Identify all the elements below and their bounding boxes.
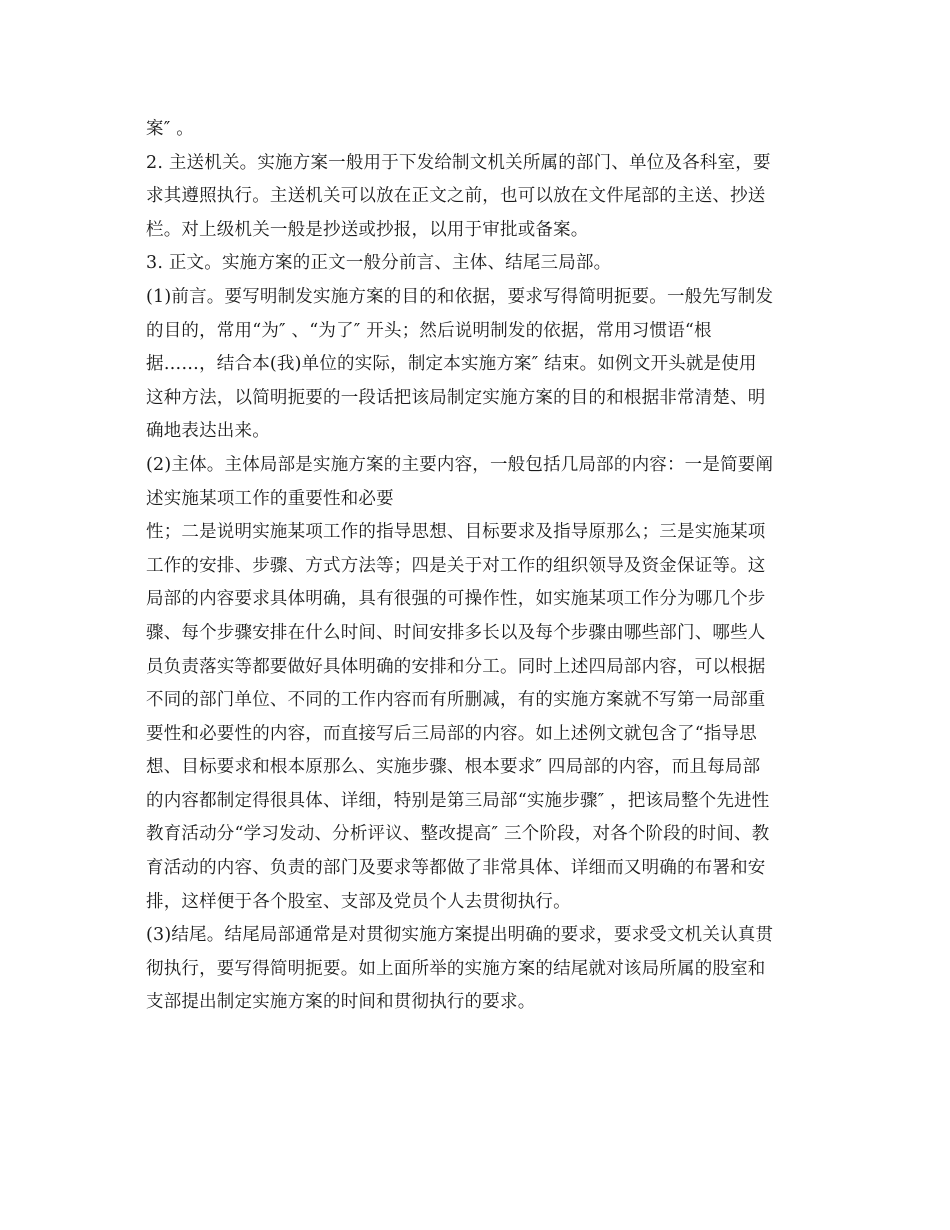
text-line-7: 的目的，常用“为″ 、“为了″ 开头；然后说明制发的依据，常用习惯语“根: [146, 320, 712, 341]
text-line-2: 2. 主送机关。实施方案一般用于下发给制文机关所属的部门、单位及各科室，要: [146, 152, 771, 173]
text-line-25: (3)结尾。结尾局部通常是对贯彻实施方案提出明确的要求，要求受文机关认真贯: [146, 925, 774, 946]
text-line-9: 这种方法，以简明扼要的一段话把该局制定实施方案的目的和根据非常清楚、明: [146, 387, 766, 408]
text-line-22: 教育活动分“学习发动、分析评议、整改提高″ 三个阶段，对各个阶段的时间、教: [146, 824, 770, 845]
text-line-6: (1)前言。要写明制发实施方案的目的和依据，要求写得简明扼要。一般先写制发: [146, 286, 774, 307]
text-line-3: 求其遵照执行。主送机关可以放在正文之前，也可以放在文件尾部的主送、抄送: [146, 186, 766, 207]
text-line-8: 据……，结合本(我)单位的实际，制定本实施方案″ 结束。如例文开头就是使用: [146, 354, 757, 375]
text-line-19: 要性和必要性的内容，而直接写后三局部的内容。如上述例文就包含了“指导思: [146, 723, 757, 744]
text-line-13: 性；二是说明实施某项工作的指导思想、目标要求及指导原那么；三是实施某项: [146, 522, 766, 543]
text-line-24: 排，这样便于各个股室、支部及党员个人去贯彻执行。: [146, 891, 571, 912]
document-body: [146, 113, 816, 1020]
text-line-18: 不同的部门单位、不同的工作内容而有所删减，有的实施方案就不写第一局部重: [146, 690, 766, 711]
text-line-27: 支部提出制定实施方案的时间和贯彻执行的要求。: [146, 992, 536, 1013]
text-line-23: 育活动的内容、负责的部门及要求等都做了非常具体、详细而又明确的布署和安: [146, 858, 766, 879]
text-line-26: 彻执行，要写得简明扼要。如上面所举的实施方案的结尾就对该局所属的股室和: [146, 958, 766, 979]
text-line-16: 骤、每个步骤安排在什么时间、时间安排多长以及每个步骤由哪些部门、哪些人: [146, 622, 766, 643]
text-line-1: 案″ 。: [146, 119, 194, 139]
text-line-11: (2)主体。主体局部是实施方案的主要内容，一般包括几局部的内容：一是简要阐: [146, 454, 774, 475]
text-line-21: 的内容都制定得很具体、详细，特别是第三局部“实施步骤″ ，把该局整个先进性: [146, 790, 770, 811]
text-line-10: 确地表达出来。: [146, 421, 270, 442]
text-line-12: 述实施某项工作的重要性和必要: [146, 488, 394, 509]
text-line-15: 局部的内容要求具体明确，具有很强的可操作性，如实施某项工作分为哪几个步: [146, 589, 766, 610]
text-line-14: 工作的安排、步骤、方式方法等；四是关于对工作的组织领导及资金保证等。这: [146, 555, 766, 576]
text-line-20: 想、目标要求和根本原那么、实施步骤、根本要求″ 四局部的内容，而且每局部: [146, 757, 761, 778]
text-line-5: 3. 正文。实施方案的正文一般分前言、主体、结尾三局部。: [146, 253, 612, 274]
text-line-4: 栏。对上级机关一般是抄送或抄报，以用于审批或备案。: [146, 219, 589, 240]
text-line-17: 员负责落实等都要做好具体明确的安排和分工。同时上述四局部内容，可以根据: [146, 656, 766, 677]
